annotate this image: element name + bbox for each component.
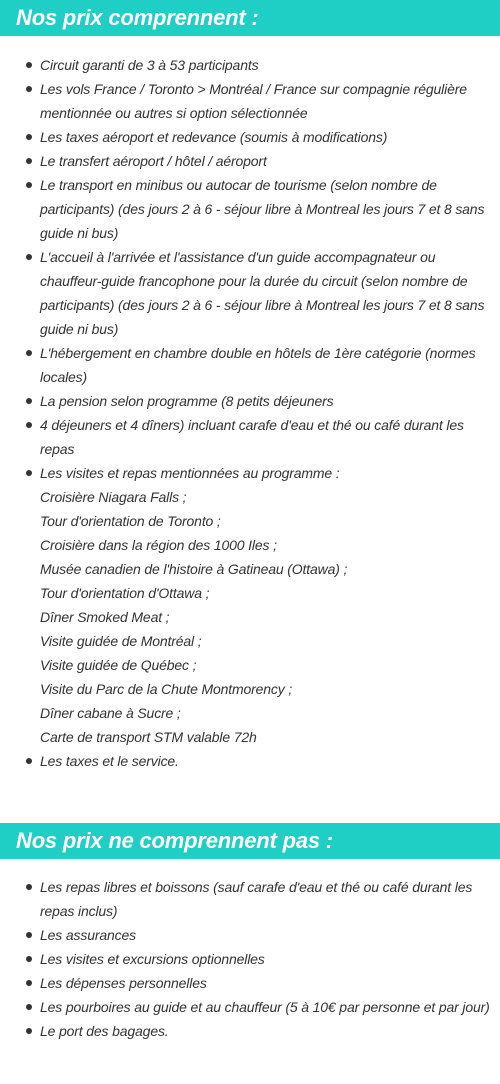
excluded-item: Le port des bagages. — [0, 1019, 500, 1043]
included-item: L'accueil à l'arrivée et l'assistance d'un guide accompagnateur ou chauffeur-guide francophone pour la durée du circuit (selon nombre de participants) (des jours 2 à 6 - séjour libre à Montreal les jours 7 et 8 sans guide ni bus) — [0, 245, 500, 341]
excluded-title: Nos prix ne comprennent pas : — [16, 828, 333, 853]
included-item: Les taxes et le service. — [0, 749, 500, 773]
included-list — [0, 53, 500, 773]
included-item: L'hébergement en chambre double en hôtels de 1ère catégorie (normes locales) — [0, 341, 500, 389]
excluded-item: Les pourboires au guide et au chauffeur (5 à 10€ par personne et par jour) — [0, 995, 500, 1019]
included-item: Le transport en minibus ou autocar de tourisme (selon nombre de participants) (des jours 2 à 6 - séjour libre à Montreal les jours 7 et 8 sans guide ni bus) — [0, 173, 500, 245]
visit-line: Croisière Niagara Falls ; — [40, 489, 187, 505]
included-item: Circuit garanti de 3 à 53 participants — [0, 53, 500, 77]
excluded-section — [0, 823, 500, 1043]
visit-line: Dîner Smoked Meat ; — [40, 609, 170, 625]
visit-line: Musée canadien de l'histoire à Gatineau (Ottawa) ; — [40, 561, 348, 577]
visit-line: Croisière dans la région des 1000 Iles ; — [40, 537, 277, 553]
visit-line: Visite guidée de Montréal ; — [40, 633, 202, 649]
excluded-item: Les dépenses personnelles — [0, 971, 500, 995]
included-item: Les vols France / Toronto > Montréal / France sur compagnie régulière mentionnée ou autres si option sélectionnée — [0, 77, 500, 125]
visit-line: Visite guidée de Québec ; — [40, 657, 197, 673]
included-item-visits — [0, 461, 500, 749]
included-title: Nos prix comprennent : — [16, 5, 259, 30]
visit-line: Carte de transport STM valable 72h — [40, 729, 257, 745]
included-item: 4 déjeuners et 4 dîners) incluant carafe d'eau et thé ou café durant les repas — [0, 413, 500, 461]
included-header — [0, 0, 500, 36]
included-item: Le transfert aéroport / hôtel / aéroport — [0, 149, 500, 173]
excluded-header — [0, 823, 500, 859]
excluded-item: Les visites et excursions optionnelles — [0, 947, 500, 971]
included-item: Les taxes aéroport et redevance (soumis à modifications) — [0, 125, 500, 149]
visit-line: Visite du Parc de la Chute Montmorency ; — [40, 681, 293, 697]
excluded-item: Les repas libres et boissons (sauf carafe d'eau et thé ou café durant les repas inclus) — [0, 875, 500, 923]
visits-intro: Les visites et repas mentionnées au programme : — [40, 465, 340, 481]
excluded-list — [0, 875, 500, 1043]
excluded-item: Les assurances — [0, 923, 500, 947]
visit-line: Tour d'orientation de Toronto ; — [40, 513, 221, 529]
visit-line: Tour d'orientation d'Ottawa ; — [40, 585, 210, 601]
included-item: La pension selon programme (8 petits déjeuners — [0, 389, 500, 413]
visit-line: Dîner cabane à Sucre ; — [40, 705, 181, 721]
